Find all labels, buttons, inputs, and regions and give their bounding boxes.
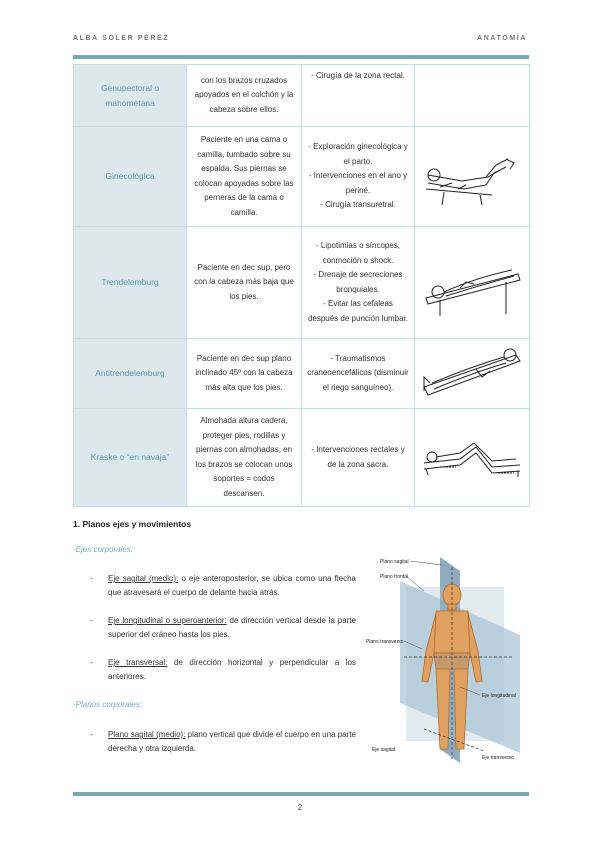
page-number: 2: [297, 803, 303, 812]
label-eje-sagital: Eje sagital: [372, 747, 396, 753]
position-description: Paciente en dec sup, pero con la cabeza más baja que los pies.: [187, 227, 302, 339]
list-text: [108, 572, 356, 600]
list-text: [108, 728, 356, 756]
table-row: [74, 65, 530, 127]
list-dash: -: [90, 730, 93, 739]
label-plano-sagital: Plano sagital: [380, 559, 409, 565]
planes-subtitle: -Planos corporales:: [73, 700, 142, 709]
table-row: [74, 127, 530, 227]
label-plano-frontal: Plano frontal: [380, 574, 409, 580]
antitrendelenburg-illustration: [415, 339, 530, 409]
position-description: con los brazos cruzados apoyados en el colchón y la cabeza sobre ellos.: [187, 65, 302, 127]
list-dash: -: [90, 616, 93, 625]
label-eje-transverso: Eje transverso: [482, 755, 514, 761]
position-name: Genupectoral o mahometana: [74, 65, 187, 127]
header-subject: ANATOMÍA: [477, 35, 527, 42]
axes-subtitle: -Ejes corporales:: [73, 545, 134, 554]
kraske-jackknife-illustration: [415, 409, 530, 507]
list-item: [90, 572, 356, 600]
position-description: Paciente en dec sup plano inclinado 45º con la cabeza más alta que los pies.: [187, 339, 302, 409]
gynecologic-position-illustration: [415, 127, 530, 227]
position-indication: - Cirugía de la zona rectal.: [302, 65, 415, 127]
position-name: Kraske o “en navaja”: [74, 409, 187, 507]
header-rule: [73, 55, 529, 59]
list-item: [90, 656, 356, 684]
term: Eje sagital (medio):: [108, 574, 179, 583]
term: Eje transversal:: [108, 658, 168, 667]
section-title: 1. Planos ejes y movimientos: [73, 519, 192, 529]
position-description: Almohada altura cadera, proteger pies, rodillas y piernas con almohadas, en los brazos se colocan unos soportes = codos descansen.: [187, 409, 302, 507]
label-eje-longitudinal: Eje longitudinal: [482, 693, 516, 699]
list-dash: -: [90, 574, 93, 583]
list-item: [90, 614, 356, 642]
table-row: [74, 409, 530, 507]
position-name: Ginecológica: [74, 127, 187, 227]
definition: de dirección horizontal y perpendicular a los anteriores.: [108, 658, 356, 681]
anatomical-planes-figure: [364, 553, 528, 765]
position-indication: - Exploración ginecológica y el parto. - Intervenciones en el ano y periné. - Cirugía transuretral.: [302, 127, 415, 227]
positions-table: [73, 64, 530, 507]
definition: o eje anteroposterior, se ubica como una flecha que atravesará el cuerpo de delante hacia atrás.: [108, 574, 356, 597]
position-illustration-empty: [415, 65, 530, 127]
position-indication: - Intervenciones rectales y de la zona sacra.: [302, 409, 415, 507]
table-row: [74, 227, 530, 339]
position-description: Paciente en una cama o camilla, tumbado sobre su espalda. Sus piernas se colocan apoyadas sobre las perneras de la cama o camilla.: [187, 127, 302, 227]
list-text: [108, 614, 356, 642]
label-plano-transverso: Plano transverso: [366, 639, 404, 645]
position-name: Trendelemburg: [74, 227, 187, 339]
table-row: [74, 339, 530, 409]
header-author: ALBA SOLER PÉREZ: [73, 35, 170, 42]
position-indication: - Traumatismos craneoencefálicos (disminuir el riego sanguíneo).: [302, 339, 415, 409]
term: Eje longitudinal o superoanterior:: [108, 616, 227, 625]
definition: plano vertical que divide el cuerpo en una parte derecha y otra izquierda.: [108, 730, 357, 753]
position-name: Antitrendelemburg: [74, 339, 187, 409]
trendelenburg-illustration: [415, 227, 530, 339]
term: Plano sagital (medio):: [108, 730, 186, 739]
list-dash: -: [90, 658, 93, 667]
definition: de dirección vertical desde la parte superior del cráneo hasta los pies.: [108, 616, 356, 639]
list-text: [108, 656, 356, 684]
list-item: [90, 728, 356, 756]
position-indication: - Lipotimias o síncopes, conmoción o shock. - Drenaje de secreciones bronquiales. - Evitar las cefaleas después de punción lumbar.: [302, 227, 415, 339]
footer-rule: [73, 792, 529, 796]
